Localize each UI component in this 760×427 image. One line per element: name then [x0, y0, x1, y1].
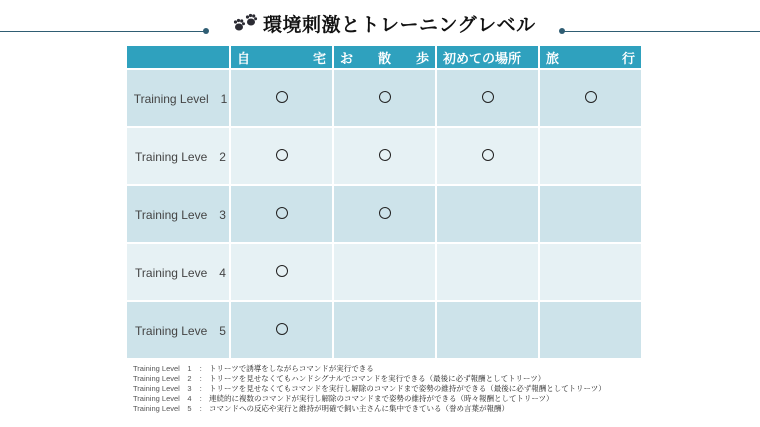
table-cell: [230, 243, 333, 301]
row-label: Training Leve 2: [127, 127, 230, 185]
header-token: 散: [377, 51, 391, 67]
check-circle-icon: [276, 207, 288, 219]
column-header-home: [230, 46, 333, 69]
note-item: [133, 364, 606, 374]
header-token: 歩: [415, 51, 429, 67]
table-cell: [436, 69, 539, 127]
note-level: Training Level 1: [133, 364, 192, 373]
column-header-new-place: [436, 46, 539, 69]
page-header: [0, 0, 760, 44]
level-notes: [133, 364, 606, 414]
table-cell: [436, 127, 539, 185]
note-level: Training Level 2: [133, 374, 192, 383]
note-separator: ：: [199, 394, 207, 403]
table-cell: [436, 301, 539, 358]
table-row: [127, 185, 641, 243]
table-row: [127, 243, 641, 301]
header-line-right: [562, 31, 760, 32]
column-header-home-text: [237, 48, 326, 67]
header-dot-right: [559, 28, 565, 34]
table-cell: [333, 301, 436, 358]
column-header-travel-text: [546, 48, 635, 67]
table-cell: [333, 185, 436, 243]
header-token: 旅: [546, 51, 560, 67]
table-row: [127, 301, 641, 358]
row-label: Training Leve 4: [127, 243, 230, 301]
table-row: [127, 127, 641, 185]
table-cell: [230, 185, 333, 243]
header-token: 行: [621, 51, 635, 67]
table-cell: [230, 69, 333, 127]
table-cell: [436, 185, 539, 243]
check-circle-icon: [482, 91, 494, 103]
paw-prints-icon: [233, 13, 259, 35]
table-cell: [333, 69, 436, 127]
check-circle-icon: [276, 323, 288, 335]
table-cell: [333, 127, 436, 185]
table-cell: [539, 243, 641, 301]
training-level-table: [127, 46, 641, 358]
check-circle-icon: [276, 149, 288, 161]
check-circle-icon: [379, 91, 391, 103]
check-circle-icon: [379, 207, 391, 219]
header-token: お: [340, 51, 354, 67]
row-label: Training Leve 5: [127, 301, 230, 358]
note-separator: ：: [199, 384, 207, 393]
title-group: [233, 10, 536, 37]
note-item: [133, 384, 606, 394]
header-corner: [127, 46, 230, 69]
row-label: Training Level 1: [127, 69, 230, 127]
note-text: 連続的に複数のコマンドが実行し解除のコマンドまで姿勢の維持ができる（時々報酬としてトリーツ）: [209, 394, 554, 403]
table-header-row: [127, 46, 641, 69]
row-label: Training Leve 3: [127, 185, 230, 243]
check-circle-icon: [276, 265, 288, 277]
check-circle-icon: [482, 149, 494, 161]
table-row: [127, 69, 641, 127]
table-cell: [436, 243, 539, 301]
header-token: 宅: [312, 51, 326, 67]
check-circle-icon: [379, 149, 391, 161]
table-cell: [539, 127, 641, 185]
note-text: コマンドへの反応や実行と維持が明確で飼い主さんに集中できている（誉め言葉が報酬）: [209, 404, 509, 413]
note-item: [133, 404, 606, 414]
column-header-travel: [539, 46, 641, 69]
column-header-walk-text: [340, 48, 429, 67]
table-cell: [230, 127, 333, 185]
header-dot-left: [203, 28, 209, 34]
note-level: Training Level 5: [133, 404, 192, 413]
note-item: [133, 374, 606, 384]
note-level: Training Level 3: [133, 384, 192, 393]
table-cell: [333, 243, 436, 301]
header-token: 初めての場所: [443, 51, 522, 67]
column-header-walk: [333, 46, 436, 69]
note-separator: ：: [199, 404, 207, 413]
note-text: トリーツを見せなくてもコマンドを実行し解除のコマンドまで姿勢の維持ができる（最後に必ず報酬としてトリーツ）: [209, 384, 606, 393]
header-token: 自: [237, 51, 251, 67]
note-text: トリーツを見せなくてもハンドシグナルでコマンドを実行できる（最後に必ず報酬としてトリーツ）: [209, 374, 546, 383]
note-separator: ：: [199, 364, 207, 373]
check-circle-icon: [585, 91, 597, 103]
check-circle-icon: [276, 91, 288, 103]
note-text: トリーツで誘導をしながらコマンドが実行できる: [209, 364, 374, 373]
table-cell: [539, 301, 641, 358]
table-cell: [230, 301, 333, 358]
header-line-left: [0, 31, 205, 32]
table-cell: [539, 69, 641, 127]
note-separator: ：: [199, 374, 207, 383]
note-level: Training Level 4: [133, 394, 192, 403]
table-cell: [539, 185, 641, 243]
note-item: [133, 394, 606, 404]
page-title: 環境刺激とトレーニングレベル: [263, 14, 536, 36]
